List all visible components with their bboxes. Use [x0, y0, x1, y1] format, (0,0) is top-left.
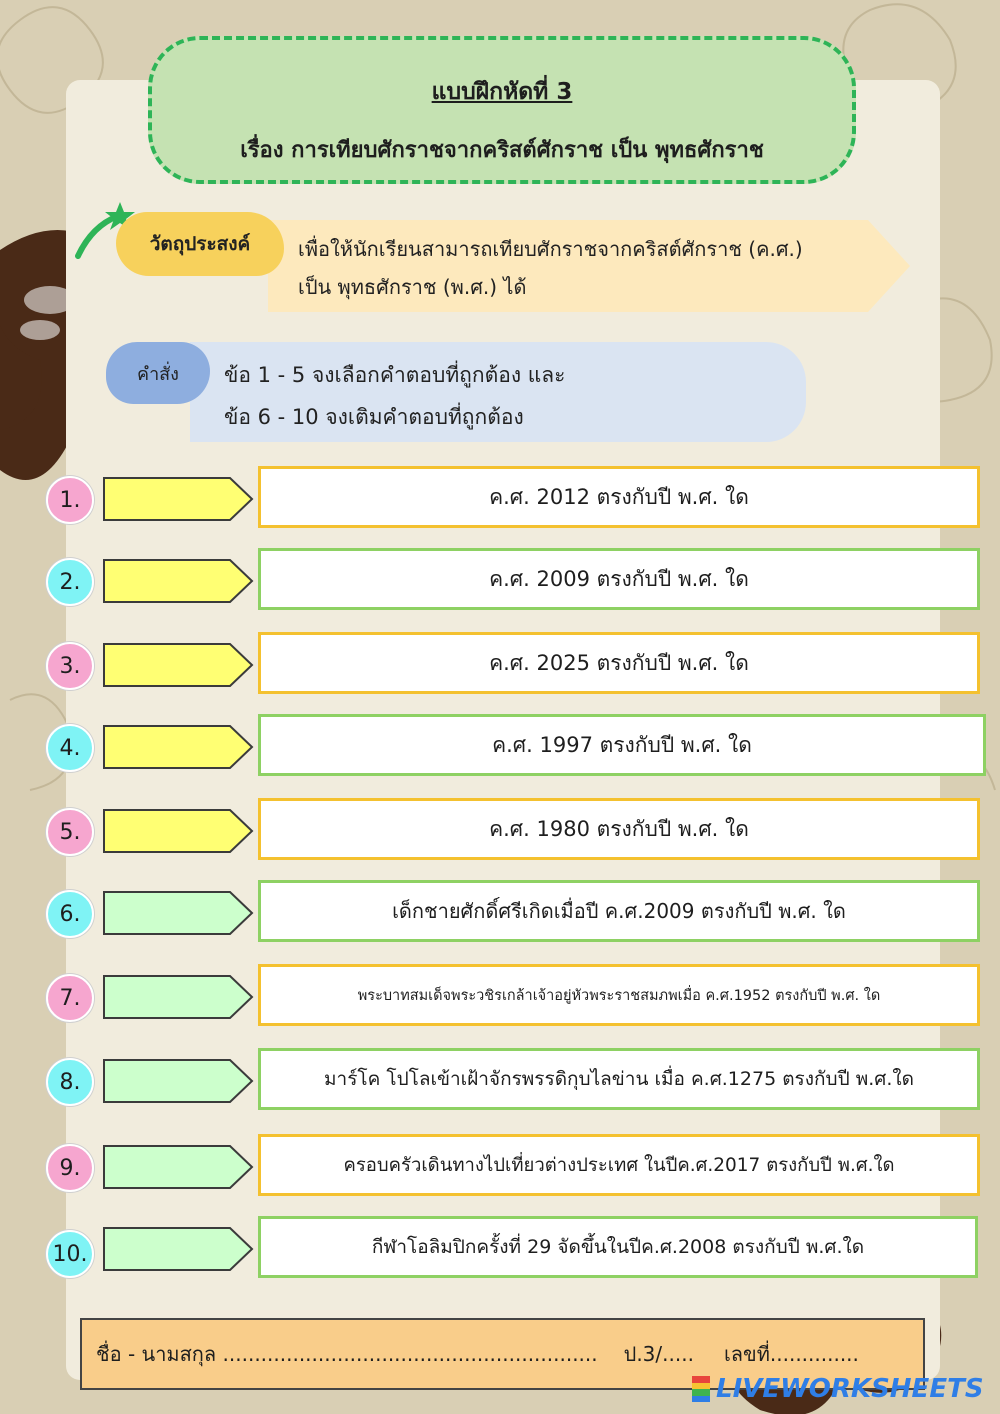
answer-dropdown[interactable] — [102, 808, 254, 854]
question-number-badge: 8. — [46, 1058, 94, 1106]
logo-stripe — [692, 1396, 710, 1403]
question-text-box — [258, 1134, 980, 1196]
brand-name: LIVEWORKSHEETS — [716, 1374, 984, 1404]
question-text-box — [258, 798, 980, 860]
question-row — [0, 888, 1000, 952]
question-row — [0, 556, 1000, 620]
question-row — [0, 640, 1000, 704]
liveworksheets-logo-icon — [692, 1376, 710, 1402]
question-number-badge: 7. — [46, 974, 94, 1022]
question-text-box — [258, 964, 980, 1026]
question-text-box — [258, 880, 980, 942]
worksheet-title: แบบฝึกหัดที่ 3 — [431, 79, 573, 105]
answer-dropdown[interactable] — [102, 642, 254, 688]
answer-dropdown[interactable] — [102, 476, 254, 522]
question-text: ครอบครัวเดินทางไปเที่ยวต่างประเทศ ในปีค.ศ.2017 ตรงกับปี พ.ศ.ใด — [343, 1154, 895, 1176]
question-text-box — [258, 1216, 978, 1278]
worksheet-subtitle: เรื่อง การเทียบศักราชจากคริสต์ศักราช เป็น พุทธศักราช — [240, 138, 764, 163]
question-text: ค.ศ. 1980 ตรงกับปี พ.ศ. ใด — [489, 816, 749, 841]
question-number-badge: 4. — [46, 724, 94, 772]
name-field-label[interactable]: ชื่อ - นามสกุล ........................................................... — [96, 1342, 598, 1366]
question-number-badge: 5. — [46, 808, 94, 856]
instruction-line-2: ข้อ 6 - 10 จงเติมคำตอบที่ถูกต้อง — [224, 405, 524, 429]
question-text: เด็กชายศักดิ์ศรีเกิดเมื่อปี ค.ศ.2009 ตรงกับปี พ.ศ. ใด — [392, 899, 846, 923]
question-row — [0, 806, 1000, 870]
instruction-line-1: ข้อ 1 - 5 จงเลือกคำตอบที่ถูกต้อง และ — [224, 363, 566, 387]
instruction-text — [224, 354, 565, 438]
question-number-badge: 1. — [46, 476, 94, 524]
question-text-box — [258, 714, 986, 776]
liveworksheets-brand — [692, 1374, 984, 1404]
question-text: ค.ศ. 2012 ตรงกับปี พ.ศ. ใด — [489, 484, 749, 509]
answer-input-box[interactable] — [102, 1226, 254, 1272]
question-text: มาร์โค โปโลเข้าเฝ้าจักรพรรดิกุบไลข่าน เมื่อ ค.ศ.1275 ตรงกับปี พ.ศ.ใด — [324, 1068, 914, 1090]
question-row — [0, 972, 1000, 1036]
title-banner — [148, 36, 856, 184]
student-number-label[interactable]: เลขที่.............. — [723, 1342, 859, 1366]
question-row — [0, 1142, 1000, 1206]
question-text: ค.ศ. 1997 ตรงกับปี พ.ศ. ใด — [492, 732, 752, 757]
question-number-badge: 9. — [46, 1144, 94, 1192]
question-text-box — [258, 466, 980, 528]
answer-input-box[interactable] — [102, 1144, 254, 1190]
answer-dropdown[interactable] — [102, 558, 254, 604]
class-field-label[interactable]: ป.3/..... — [623, 1342, 694, 1366]
question-row — [0, 1056, 1000, 1120]
question-number-badge: 3. — [46, 642, 94, 690]
question-row — [0, 474, 1000, 538]
question-text: ค.ศ. 2025 ตรงกับปี พ.ศ. ใด — [489, 650, 749, 675]
answer-dropdown[interactable] — [102, 724, 254, 770]
question-text-box — [258, 548, 980, 610]
question-row — [0, 1224, 1000, 1288]
answer-input-box[interactable] — [102, 890, 254, 936]
question-text: พระบาทสมเด็จพระวชิรเกล้าเจ้าอยู่หัวพระราชสมภพเมื่อ ค.ศ.1952 ตรงกับปี พ.ศ. ใด — [357, 987, 881, 1004]
objective-line-2: เป็น พุทธศักราช (พ.ศ.) ได้ — [298, 275, 527, 299]
question-number-badge: 6. — [46, 890, 94, 938]
question-row — [0, 722, 1000, 786]
objective-label: วัตถุประสงค์ — [116, 212, 284, 276]
question-number-badge: 10. — [46, 1230, 94, 1278]
answer-input-box[interactable] — [102, 974, 254, 1020]
instruction-label: คำสั่ง — [106, 342, 210, 404]
question-text-box — [258, 632, 980, 694]
question-number-badge: 2. — [46, 558, 94, 606]
objective-text — [298, 230, 803, 306]
objective-line-1: เพื่อให้นักเรียนสามารถเทียบศักราชจากคริสต์ศักราช (ค.ศ.) — [298, 237, 803, 261]
question-text: ค.ศ. 2009 ตรงกับปี พ.ศ. ใด — [489, 566, 749, 591]
question-text-box — [258, 1048, 980, 1110]
question-text: กีฬาโอลิมปิกครั้งที่ 29 จัดขึ้นในปีค.ศ.2008 ตรงกับปี พ.ศ.ใด — [371, 1236, 865, 1258]
answer-input-box[interactable] — [102, 1058, 254, 1104]
